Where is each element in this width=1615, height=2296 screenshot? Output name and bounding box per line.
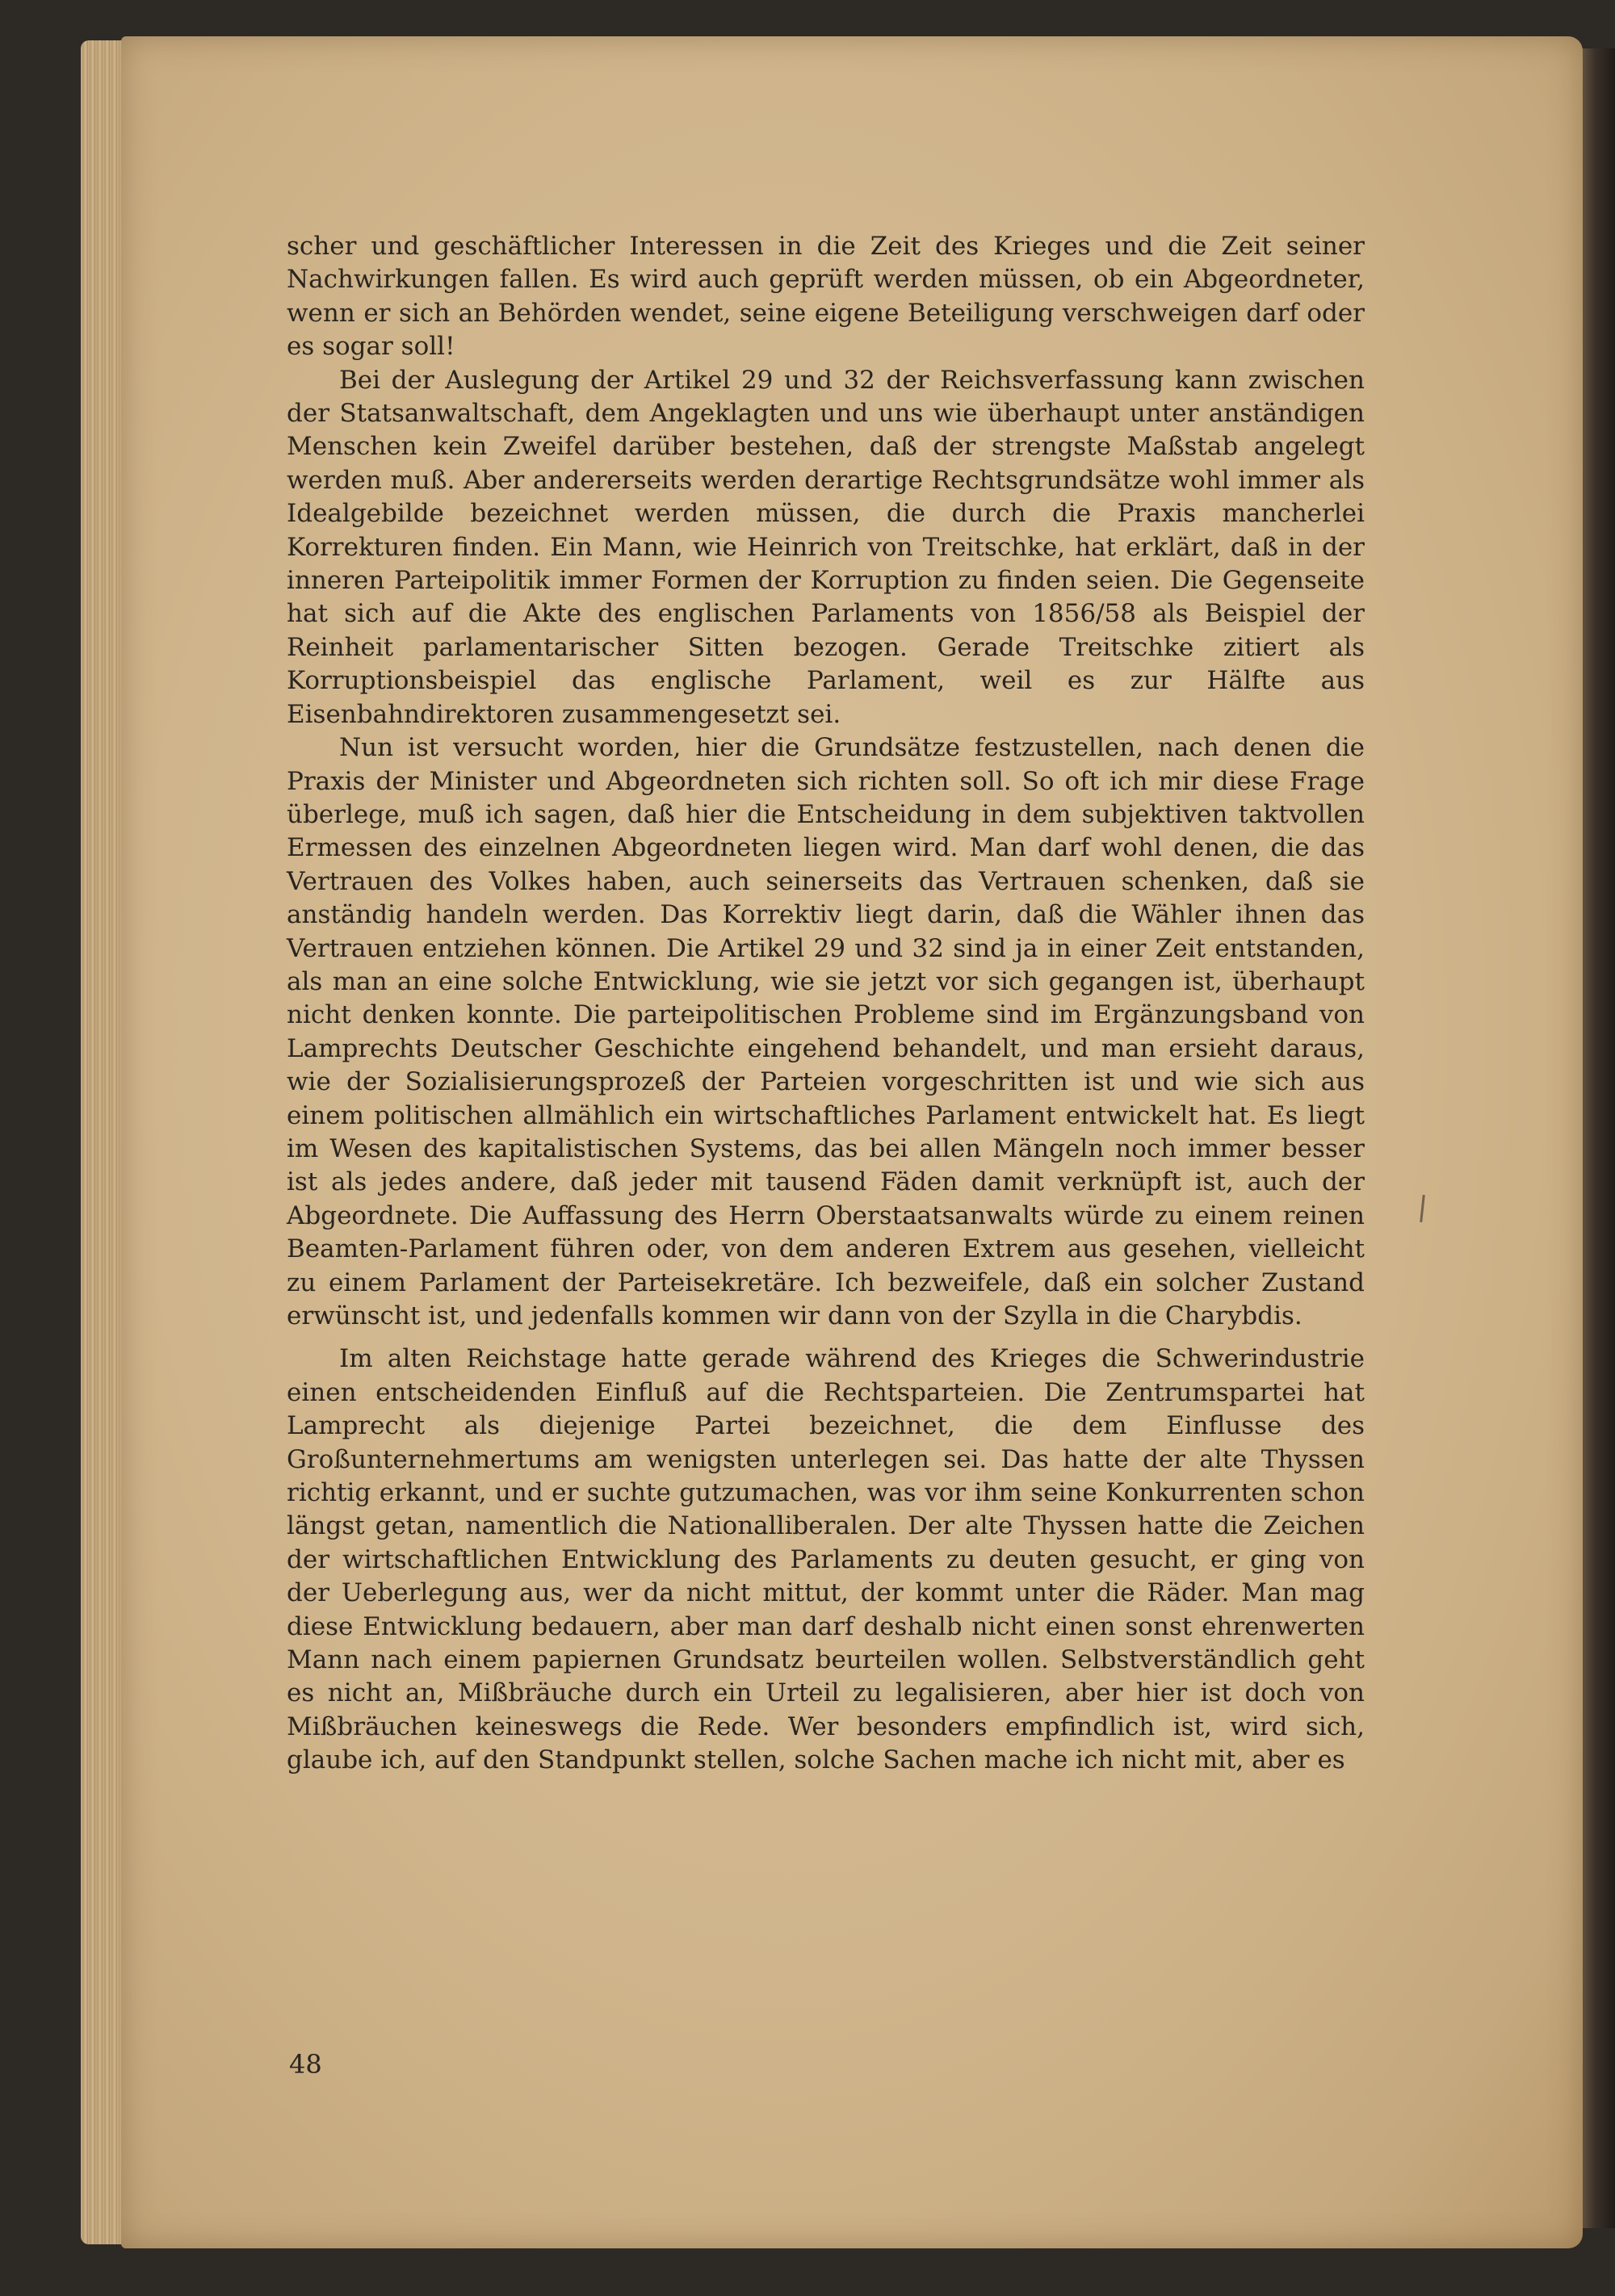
body-text [287,230,1365,1778]
paragraph-2: Bei der Auslegung der Artikel 29 und 32 der Reichsverfassung kann zwischen der Statsanwaltschaft, dem Angeklagten und uns wie überhaupt unter anständigen Menschen kein Zweifel darüber bestehen, daß der strengste Maßstab angelegt werden muß. Aber andererseits werden derartige Rechtsgrundsätze wohl immer als Idealgebilde bezeichnet werden müssen, die durch die Praxis mancherlei Korrekturen finden. Ein Mann, wie Heinrich von Treitschke, hat erklärt, daß in der inneren Parteipolitik immer Formen der Korruption zu finden seien. Die Gegenseite hat sich auf die Akte des englischen Parlaments von 1856/58 als Beispiel der Reinheit parlamentarischer Sitten bezogen. Gerade Treitschke zitiert als Korruptionsbeispiel das englische Parlament, weil es zur Hälfte aus Eisenbahndirektoren zusammengesetzt sei. [287,365,1365,729]
paragraph-3: Nun ist versucht worden, hier die Grundsätze festzustellen, nach denen die Praxis der Minister und Abgeordneten sich richten soll. So oft ich mir diese Frage überlege, muß ich sagen, daß hier die Entscheidung in dem subjektiven taktvollen Ermessen des einzelnen Abgeordneten liegen wird. Man darf wohl denen, die das Vertrauen des Volkes haben, auch seinerseits das Vertrauen schenken, daß sie anständig handeln werden. Das Korrektiv liegt darin, daß die Wähler ihnen das Vertrauen entziehen können. Die Artikel 29 und 32 sind ja in einer Zeit entstanden, als man an eine solche Entwicklung, wie sie jetzt vor sich gegangen ist, überhaupt nicht denken konnte. Die parteipolitischen Probleme sind im Ergänzungsband von Lamprechts Deutscher Geschichte eingehend behandelt, und man ersieht daraus, wie der Sozialisierungsprozeß der Parteien vorgeschritten ist und wie sich aus einem politischen allmählich ein wirtschaftliches Parlament entwickelt hat. Es liegt im Wesen des kapitalistischen Systems, das bei allen Mängeln noch immer besser ist als jedes andere, daß jeder mit tausend Fäden damit verknüpft ist, auch der Abgeordnete. Die Auffassung des Herrn Oberstaatsanwalts würde zu einem reinen Beamten-Parlament führen oder, von dem anderen Extrem aus gesehen, vielleicht zu einem Parlament der Parteisekretäre. Ich bezweifele, daß ein solcher Zustand erwünscht ist, und jedenfalls kommen wir dann von der Szylla in die Charybdis. [287,733,1365,1330]
page-number: 48 [289,2049,322,2080]
book-gutter [1579,48,1615,2228]
paragraph-1: scher und geschäftlicher Interessen in die Zeit des Krieges und die Zeit seiner Nachwirkungen fallen. Es wird auch geprüft werden müssen, ob ein Abgeordneter, wenn er sich an Behörden wendet, seine eigene Beteiligung verschweigen darf oder es sogar soll! [287,232,1365,362]
paragraph-4: Im alten Reichstage hatte gerade während des Krieges die Schwerindustrie einen entscheidenden Einfluß auf die Rechtsparteien. Die Zentrumspartei hat Lamprecht als diejenige Partei bezeichnet, die dem Einflusse des Großunternehmertums am wenigsten unterlegen sei. Das hatte der alte Thyssen richtig erkannt, und er suchte gutzumachen, was vor ihm seine Konkurrenten schon längst getan, namentlich die Nationalliberalen. Der alte Thyssen hatte die Zeichen der wirtschaftlichen Entwicklung des Parlaments zu deuten gesucht, er ging von der Ueberlegung aus, wer da nicht mittut, der kommt unter die Räder. Man mag diese Entwicklung bedauern, aber man darf deshalb nicht einen sonst ehrenwerten Mann nach einem papiernen Grundsatz beurteilen wollen. Selbstverständlich geht es nicht an, Mißbräuche durch ein Urteil zu legalisieren, aber hier ist doch von Mißbräuchen keineswegs die Rede. Wer besonders empfindlich ist, wird sich, glaube ich, auf den Standpunkt stellen, solche Sachen mache ich nicht mit, aber es [287,1344,1365,1775]
